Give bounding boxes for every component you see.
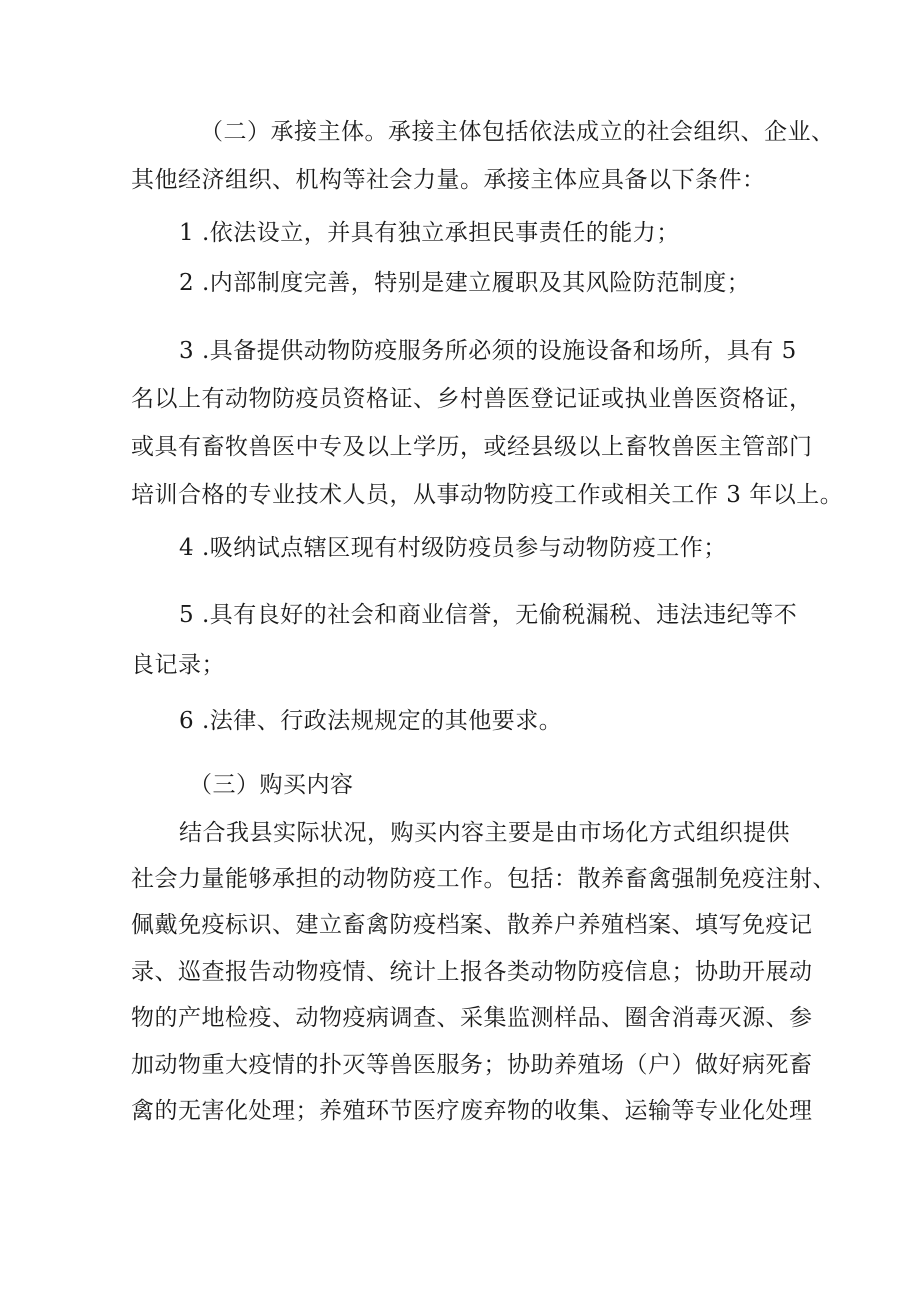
condition-item-3-line-4: 培训合格的专业技术人员，从事动物防疫工作或相关工作 3 年以上。 [131,482,844,508]
section-3-paragraph-line-6: 加动物重大疫情的扑灭等兽医服务；协助养殖场（户）做好病死畜 [131,1052,813,1078]
condition-item-5-line-2: 良记录； [131,652,225,678]
condition-item-2: 2 .内部制度完善，特别是建立履职及其风险防范制度； [179,270,751,296]
section-3-paragraph-line-2: 社会力量能够承担的动物防疫工作。包括：散养畜禽强制免疫注射、 [131,866,836,892]
condition-item-3-line-1: 3 .具备提供动物防疫服务所必须的设施设备和场所，具有 5 [179,338,797,364]
section-3-paragraph-line-7: 禽的无害化处理；养殖环节医疗废弃物的收集、运输等专业化处理 [131,1098,813,1124]
condition-item-3-line-2: 名以上有动物防疫员资格证、乡村兽医登记证或执业兽医资格证， [131,386,813,412]
section-2-line-1: （二）承接主体。承接主体包括依法成立的社会组织、企业、 [200,119,835,145]
section-3-paragraph-line-5: 物的产地检疫、动物疫病调查、采集监测样品、圈舍消毒灭源、参 [131,1005,813,1031]
section-3-paragraph-line-4: 录、巡查报告动物疫情、统计上报各类动物防疫信息；协助开展动 [131,959,813,985]
condition-item-5-line-1: 5 .具有良好的社会和商业信誉，无偷税漏税、违法违纪等不 [179,602,798,628]
section-3-heading: （三）购买内容 [189,772,354,798]
section-3-paragraph-line-3: 佩戴免疫标识、建立畜禽防疫档案、散养户养殖档案、填写免疫记 [131,912,813,938]
condition-item-3-line-3: 或具有畜牧兽医中专及以上学历，或经县级以上畜牧兽医主管部门 [131,434,813,460]
section-2-line-2: 其他经济组织、机构等社会力量。承接主体应具备以下条件： [131,167,766,193]
condition-item-6: 6 .法律、行政法规规定的其他要求。 [179,708,563,734]
condition-item-1: 1 .依法设立，并具有独立承担民事责任的能力； [179,220,680,246]
section-3-paragraph-line-1: 结合我县实际状况，购买内容主要是由市场化方式组织提供 [179,820,790,846]
condition-item-4: 4 .吸纳试点辖区现有村级防疫员参与动物防疫工作； [179,535,727,561]
